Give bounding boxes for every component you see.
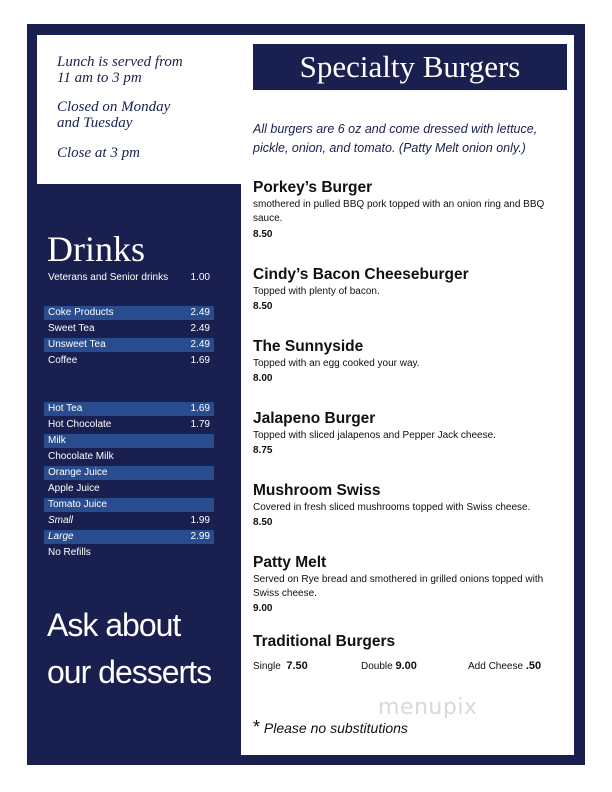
drink-name: Tomato Juice bbox=[48, 499, 107, 510]
drink-price: 2.49 bbox=[190, 323, 210, 334]
burger-price: 8.75 bbox=[253, 445, 273, 456]
info-lunch-hours-1: Lunch is served from bbox=[57, 54, 183, 70]
drink-price: 1.69 bbox=[190, 403, 210, 414]
drink-row bbox=[44, 546, 214, 560]
single-option bbox=[253, 660, 308, 673]
drink-name: Large bbox=[48, 531, 74, 542]
burger-price: 8.50 bbox=[253, 517, 273, 528]
drink-row bbox=[44, 530, 214, 544]
burger-price: 9.00 bbox=[253, 603, 273, 614]
drink-row bbox=[44, 482, 214, 496]
burger-name: Porkey’s Burger bbox=[253, 179, 373, 196]
burger-name: Cindy’s Bacon Cheeseburger bbox=[253, 266, 469, 283]
drink-price: 1.79 bbox=[190, 419, 210, 430]
drink-name: No Refills bbox=[48, 547, 91, 558]
drink-row bbox=[44, 271, 214, 285]
drink-price: 1.00 bbox=[190, 272, 210, 283]
drink-name: Veterans and Senior drinks bbox=[48, 272, 169, 283]
burger-name: The Sunnyside bbox=[253, 338, 364, 355]
add-cheese-label: Add Cheese bbox=[468, 661, 524, 672]
drink-price: 2.99 bbox=[190, 531, 210, 542]
burger-price: 8.00 bbox=[253, 373, 273, 384]
drink-row bbox=[44, 354, 214, 368]
drink-name: Milk bbox=[48, 435, 66, 446]
drink-row bbox=[44, 338, 214, 352]
drinks-title: Drinks bbox=[47, 229, 145, 269]
single-price: 7.50 bbox=[286, 660, 308, 672]
burger-name: Jalapeno Burger bbox=[253, 410, 376, 427]
burger-price: 8.50 bbox=[253, 301, 273, 312]
traditional-burgers-title: Traditional Burgers bbox=[253, 633, 396, 650]
drink-name: Apple Juice bbox=[48, 483, 100, 494]
info-lunch-hours-2: 11 am to 3 pm bbox=[57, 70, 142, 86]
drink-row bbox=[44, 466, 214, 480]
desserts-line-2: our desserts bbox=[47, 654, 212, 690]
double-option bbox=[361, 660, 417, 673]
drink-name: Small bbox=[48, 515, 74, 526]
drink-price: 1.69 bbox=[190, 355, 210, 366]
info-close-time: Close at 3 pm bbox=[57, 145, 140, 161]
burger-name: Patty Melt bbox=[253, 554, 327, 571]
double-price: 9.00 bbox=[395, 660, 417, 672]
info-closed-days-1: Closed on Monday bbox=[57, 99, 171, 115]
drink-name: Coke Products bbox=[48, 307, 114, 318]
add-cheese-price: .50 bbox=[525, 660, 542, 672]
burgers-intro: All burgers are 6 oz and come dressed with lettuce, pickle, onion, and tomato. (Patty Melt onion only.) bbox=[253, 122, 538, 155]
drink-price: 2.49 bbox=[190, 339, 210, 350]
drink-name: Sweet Tea bbox=[48, 323, 95, 334]
drink-row bbox=[44, 450, 214, 464]
drink-name: Unsweet Tea bbox=[48, 339, 106, 350]
burger-description: Served on Rye bread and smothered in grilled onions topped with Swiss cheese. bbox=[253, 574, 544, 599]
burger-price: 8.50 bbox=[253, 229, 273, 240]
burger-description: Topped with an egg cooked your way. bbox=[253, 358, 420, 369]
burger-description: Topped with plenty of bacon. bbox=[253, 286, 380, 297]
drink-name: Chocolate Milk bbox=[48, 451, 114, 462]
specialty-burgers-title: Specialty Burgers bbox=[253, 44, 567, 90]
substitutions-text: Please no substitutions bbox=[263, 720, 408, 736]
drink-row bbox=[44, 402, 214, 416]
burger-description: smothered in pulled BBQ pork topped with an onion ring and BBQ sauce. bbox=[253, 199, 545, 224]
drink-row bbox=[44, 322, 214, 336]
asterisk-icon: * bbox=[253, 717, 261, 737]
menupix-watermark: menupix bbox=[378, 695, 478, 720]
drink-name: Hot Chocolate bbox=[48, 419, 112, 430]
info-closed-days-2: and Tuesday bbox=[57, 115, 133, 131]
single-label: Single bbox=[253, 661, 281, 672]
drink-row bbox=[44, 306, 214, 320]
drink-name: Hot Tea bbox=[48, 403, 83, 414]
burger-description: Covered in fresh sliced mushrooms topped with Swiss cheese. bbox=[253, 502, 531, 513]
burger-name: Mushroom Swiss bbox=[253, 482, 381, 499]
add-cheese-option bbox=[468, 660, 541, 673]
substitutions-note bbox=[253, 718, 408, 737]
desserts-line-1: Ask about bbox=[47, 607, 181, 643]
drink-price: 1.99 bbox=[190, 515, 210, 526]
drink-row bbox=[44, 514, 214, 528]
drink-row bbox=[44, 498, 214, 512]
burger-description: Topped with sliced jalapenos and Pepper Jack cheese. bbox=[253, 430, 496, 441]
drink-row bbox=[44, 418, 214, 432]
double-label: Double bbox=[361, 661, 393, 672]
drink-name: Orange Juice bbox=[48, 467, 108, 478]
drink-name: Coffee bbox=[48, 355, 78, 366]
drink-row bbox=[44, 434, 214, 448]
drink-price: 2.49 bbox=[190, 307, 210, 318]
